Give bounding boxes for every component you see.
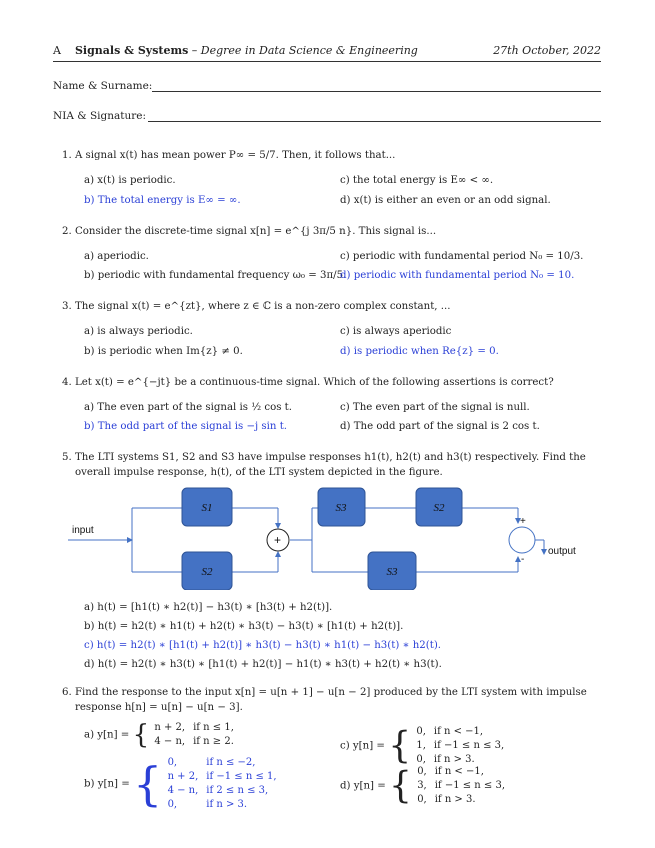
case-value: 0,	[417, 766, 427, 777]
case-row	[168, 799, 283, 811]
brace: {	[388, 725, 412, 767]
exam-date: 27th October, 2022	[493, 44, 601, 57]
case-value: n + 2,	[154, 722, 186, 733]
q6-b-cases	[166, 755, 285, 813]
q1-option-a[interactable]: a) x(t) is periodic.	[84, 175, 176, 186]
q3-stem: 3. The signal x(t) = e^{zt}, where z ∈ ℂ is a non-zero complex constant, ...	[62, 301, 451, 312]
q6-a-cases	[152, 720, 242, 750]
q3-option-c[interactable]: c) is always aperiodic	[340, 326, 452, 337]
s3-label-bottom: S3	[386, 566, 398, 578]
name-line[interactable]	[152, 91, 601, 92]
name-label: Name & Surname:	[53, 80, 153, 92]
q5-option-a[interactable]: a) h(t) = [h1(t) ∗ h2(t)] − h3(t) ∗ [h3(t) + h2(t)].	[84, 602, 333, 613]
case-row	[168, 771, 283, 783]
case-value: 0,	[416, 754, 426, 765]
case-condition: if n ≥ 2.	[193, 736, 234, 747]
case-row	[154, 722, 240, 734]
case-condition: if n ≤ 1,	[193, 722, 234, 733]
header	[53, 44, 601, 57]
q5-option-d[interactable]: d) h(t) = h2(t) ∗ h3(t) ∗ [h1(t) + h2(t)] − h1(t) ∗ h3(t) + h2(t) ∗ h3(t).	[84, 659, 442, 670]
q4-option-a[interactable]: a) The even part of the signal is ½ cos t.	[84, 402, 292, 413]
block-diagram	[60, 478, 600, 590]
course-title: Signals & Systems	[74, 44, 189, 57]
q2-option-a[interactable]: a) aperiodic.	[84, 251, 149, 262]
plus-sign: +	[520, 516, 526, 527]
q1-option-d[interactable]: d) x(t) is either an even or an odd signal.	[340, 195, 551, 206]
case-condition: if n > 3.	[206, 799, 248, 810]
q5-stem-1: 5. The LTI systems S1, S2 and S3 have impulse responses h1(t), h2(t) and h3(t) respectively. Find the	[62, 452, 586, 463]
q3-option-b[interactable]: b) is periodic when Im{z} ≠ 0.	[84, 346, 243, 357]
case-value: n + 2,	[167, 771, 199, 782]
case-value: 3,	[417, 780, 427, 791]
case-row	[154, 736, 240, 748]
q3-option-a[interactable]: a) is always periodic.	[84, 326, 193, 337]
q6-d-cases	[415, 764, 513, 808]
output-label: output	[548, 546, 576, 557]
q6-a-label: a) y[n] =	[84, 729, 130, 741]
case-row	[168, 757, 283, 769]
q4-stem: 4. Let x(t) = e^{−jt} be a continuous-time signal. Which of the following assertions is correct?	[62, 377, 554, 388]
q6-option-b[interactable]	[84, 755, 285, 813]
case-value: 4 − n,	[167, 785, 199, 796]
header-rule	[53, 61, 601, 62]
q6-b-label: b) y[n] =	[84, 778, 130, 790]
subtractor-node	[509, 527, 535, 553]
case-condition: if −1 ≤ n ≤ 3,	[433, 740, 505, 751]
q6-d-label: d) y[n] =	[340, 780, 386, 792]
brace: {	[132, 720, 150, 750]
version: A	[53, 44, 61, 57]
case-condition: if n < −1,	[434, 766, 484, 777]
s2-label-right: S2	[433, 502, 445, 514]
q5-option-c[interactable]: c) h(t) = h2(t) ∗ [h1(t) + h2(t)] ∗ h3(t) − h3(t) ∗ h1(t) − h3(t) ∗ h2(t).	[84, 640, 442, 651]
brace: {	[389, 765, 412, 807]
q4-option-c[interactable]: c) The even part of the signal is null.	[340, 402, 530, 413]
q6-stem-2: response h[n] = u[n] − u[n − 3].	[75, 702, 243, 713]
adder-sign: +	[274, 533, 282, 547]
case-row	[417, 794, 511, 806]
q6-option-d[interactable]	[340, 764, 513, 808]
case-condition: if 2 ≤ n ≤ 3,	[206, 785, 269, 796]
q4-option-d[interactable]: d) The odd part of the signal is 2 cos t.	[340, 421, 540, 432]
case-value: 0,	[167, 799, 178, 810]
q6-option-c[interactable]	[340, 724, 512, 768]
case-condition: if n > 3.	[434, 794, 476, 805]
q6-c-cases	[414, 724, 512, 768]
q2-option-d[interactable]: d) periodic with fundamental period N₀ = 10.	[340, 270, 575, 281]
q1-option-b[interactable]: b) The total energy is E∞ = ∞.	[84, 195, 241, 206]
nia-label: NIA & Signature:	[53, 110, 146, 122]
case-condition: if −1 ≤ n ≤ 1,	[206, 771, 277, 782]
minus-sign: -	[521, 554, 525, 565]
case-row	[417, 780, 511, 792]
q6-c-label: c) y[n] =	[340, 740, 385, 752]
case-value: 0,	[417, 794, 427, 805]
q5-stem-2: overall impulse response, h(t), of the LTI system depicted in the figure.	[75, 467, 443, 478]
input-label: input	[72, 525, 94, 536]
q4-option-b[interactable]: b) The odd part of the signal is −j sin t.	[84, 421, 288, 432]
case-value: 0,	[167, 757, 178, 768]
q6-stem-1: 6. Find the response to the input x[n] = u[n + 1] − u[n − 2] produced by the LTI system with impulse	[62, 687, 587, 698]
case-row	[417, 766, 511, 778]
s2-label-left: S2	[201, 566, 213, 578]
q2-option-b[interactable]: b) periodic with fundamental frequency ω₀ = 3π/5.	[84, 270, 347, 281]
degree: – Degree in Data Science & Engineering	[191, 44, 418, 57]
q1-option-c[interactable]: c) the total energy is E∞ < ∞.	[340, 175, 494, 186]
q2-option-c[interactable]: c) periodic with fundamental period N₀ = 10/3.	[340, 251, 584, 262]
case-condition: if n ≤ −2,	[206, 757, 256, 768]
case-row	[168, 785, 283, 797]
q6-option-a[interactable]	[84, 720, 242, 750]
nia-line[interactable]	[148, 121, 601, 122]
case-condition: if n < −1,	[433, 726, 484, 737]
case-condition: if −1 ≤ n ≤ 3,	[434, 780, 506, 791]
case-condition: if n > 3.	[433, 754, 475, 765]
case-value: 4 − n,	[154, 736, 186, 747]
q5-option-b[interactable]: b) h(t) = h2(t) ∗ h1(t) + h2(t) ∗ h3(t) − h3(t) ∗ [h1(t) + h2(t)].	[84, 621, 404, 632]
brace: {	[133, 757, 163, 811]
case-value: 0,	[416, 726, 426, 737]
s1-label: S1	[201, 502, 213, 514]
q3-option-d[interactable]: d) is periodic when Re{z} = 0.	[340, 346, 499, 357]
q1-stem: 1. A signal x(t) has mean power P∞ = 5/7. Then, it follows that...	[62, 150, 396, 161]
case-value: 1,	[416, 740, 426, 751]
s3-label-top: S3	[335, 502, 347, 514]
case-row	[416, 726, 510, 738]
q2-stem: 2. Consider the discrete-time signal x[n] = e^{j 3π/5 n}. This signal is...	[62, 226, 437, 237]
case-row	[416, 740, 510, 752]
